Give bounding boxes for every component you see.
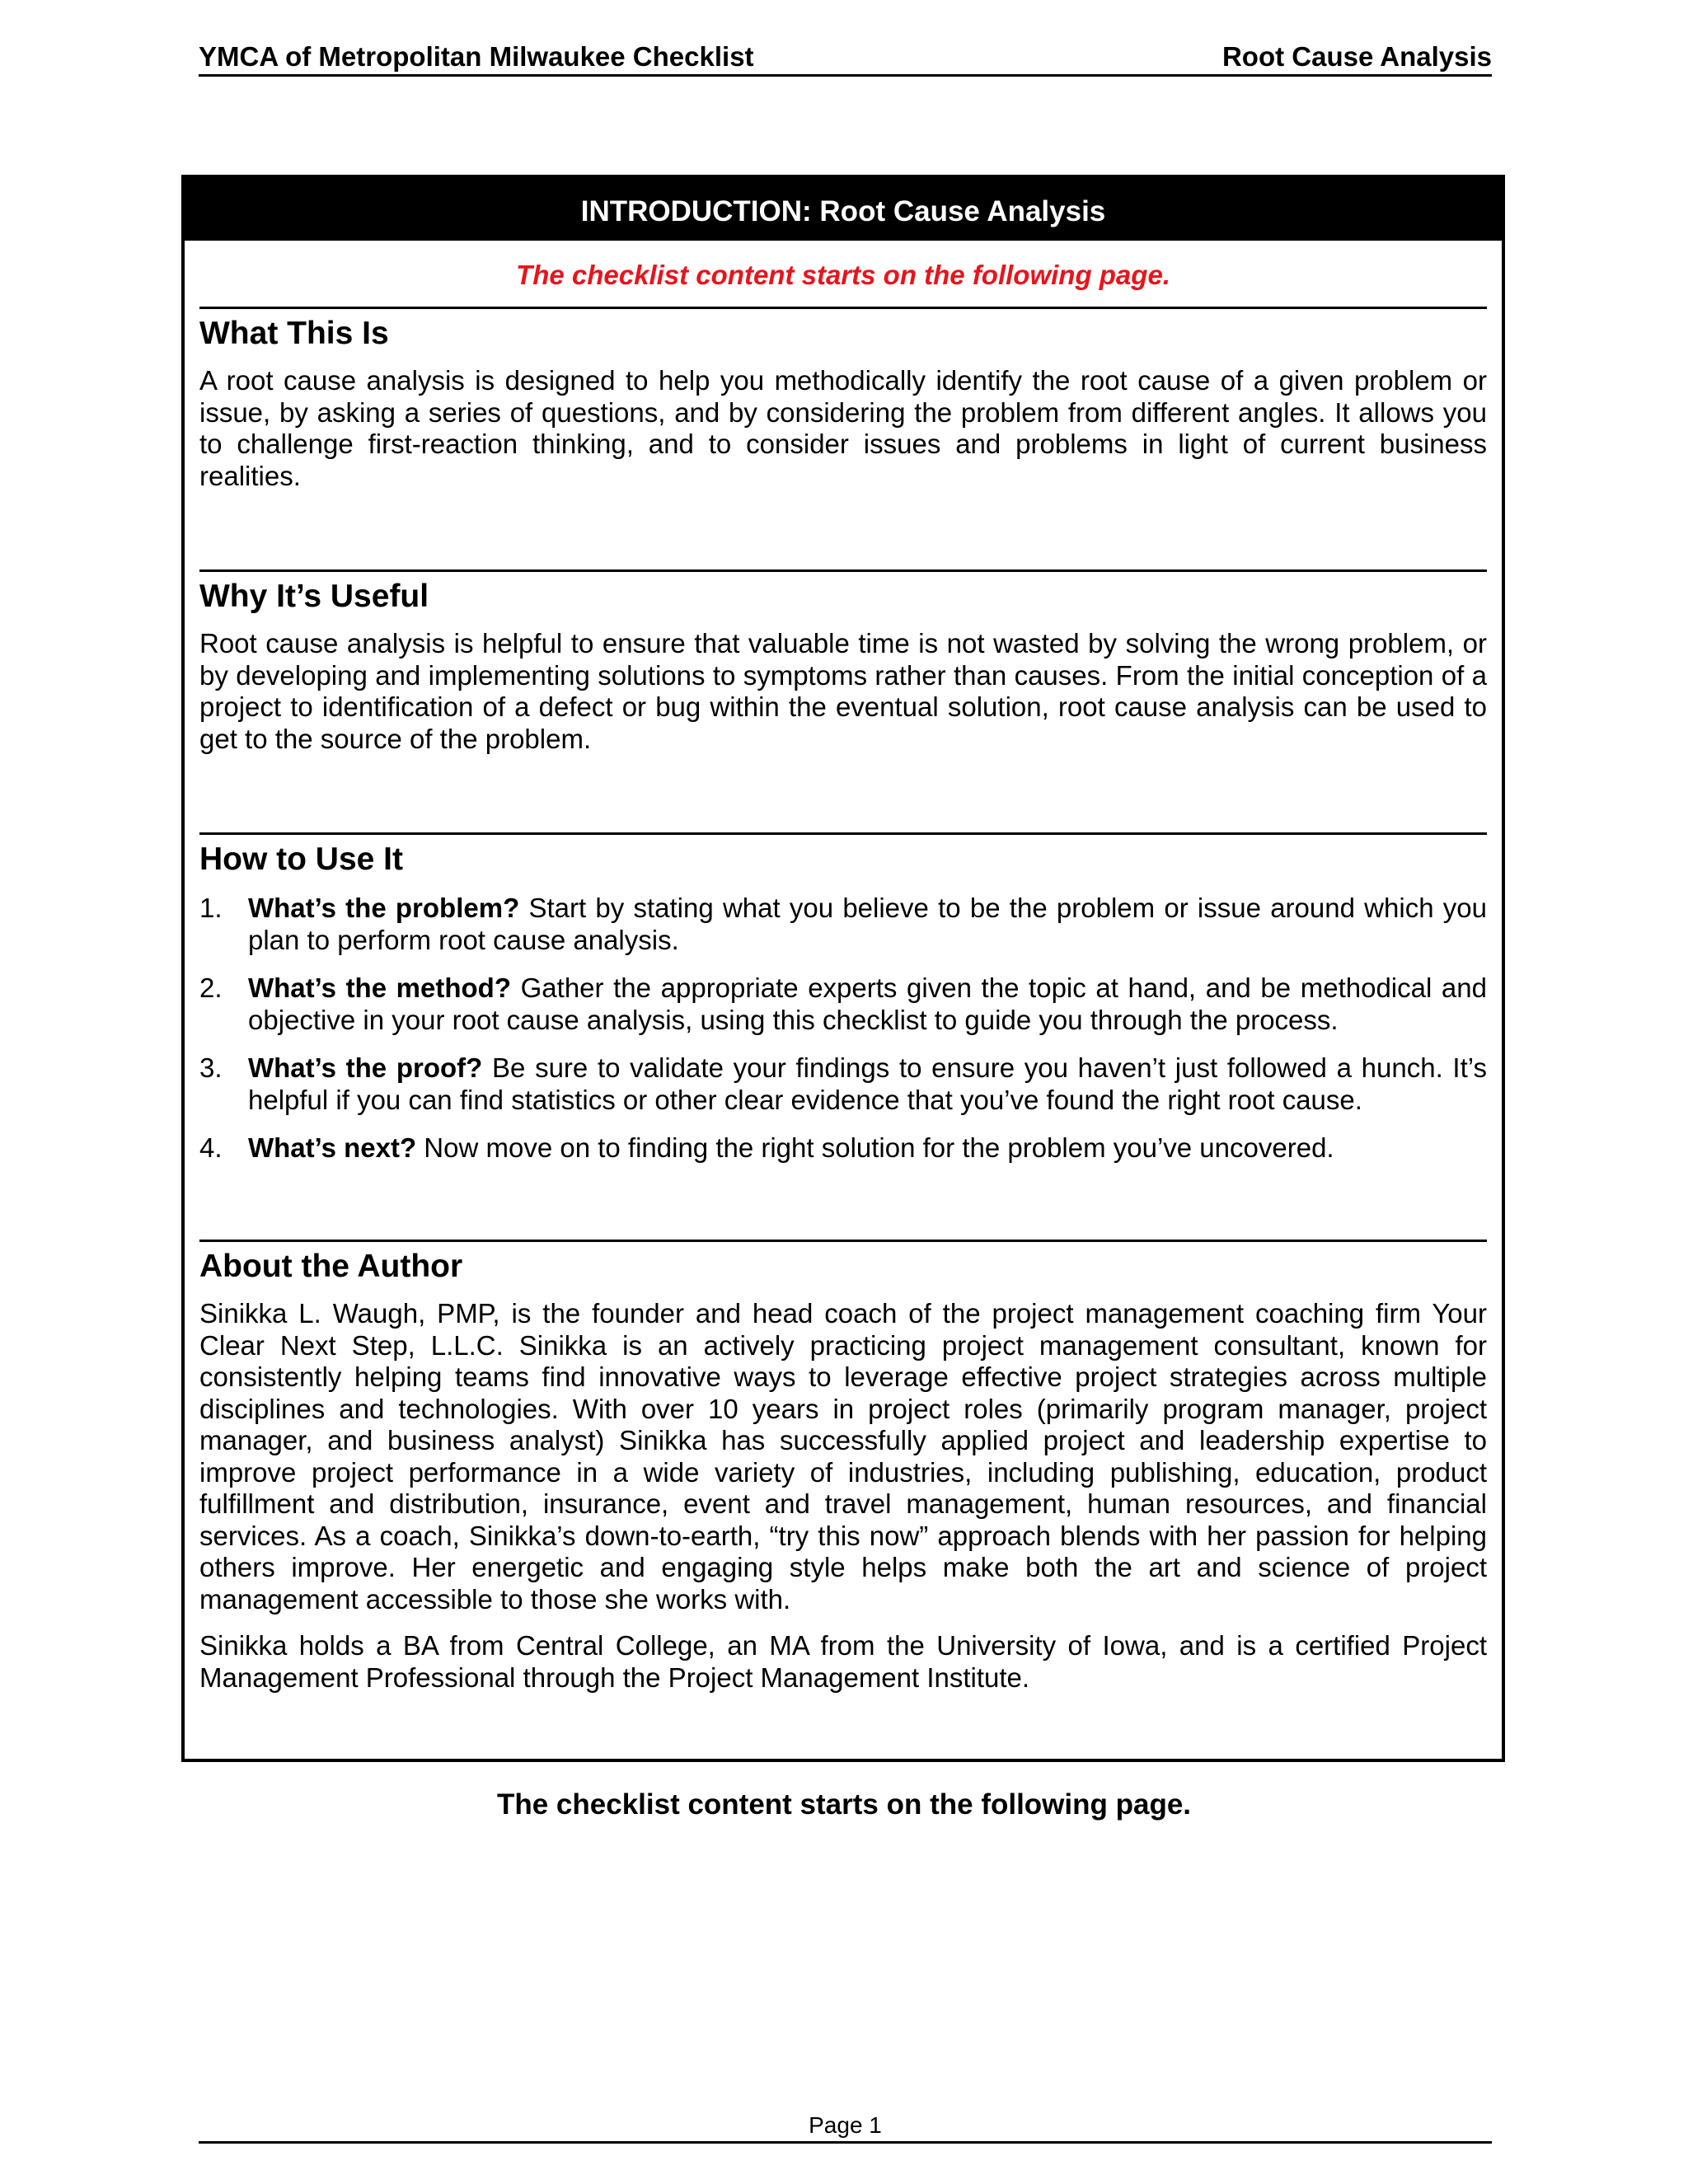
step-lead: What’s next? [248, 1132, 417, 1163]
page-header [199, 40, 1492, 77]
list-item [199, 893, 1487, 956]
step-text: Be sure to validate your findings to ensure you haven’t just followed a hunch. It’s helpful if you can find statistics or other clear evidence that you’ve found the right root cause. [248, 1052, 1488, 1115]
list-item [199, 1052, 1487, 1116]
author-credentials: Sinikka holds a BA from Central College, an MA from the University of Iowa, and is a certified Project Management Professional through the Project Management Institute. [199, 1630, 1487, 1693]
steps-list [199, 893, 1487, 1165]
step-text: Now move on to finding the right solution for the problem you’ve uncovered. [416, 1132, 1334, 1163]
page-footer [199, 2110, 1492, 2144]
step-lead: What’s the problem? [248, 893, 520, 923]
step-number: 1. [199, 893, 223, 923]
step-text: Gather the appropriate experts given the topic at hand, and be methodical and objective in your root cause analysis, using this checklist to guide you through the process. [248, 972, 1487, 1035]
step-lead: What’s the proof? [248, 1052, 483, 1083]
box-content [199, 241, 1487, 1694]
section-how-to-use [199, 832, 1487, 1240]
footer-note: The checklist content starts on the following page. [496, 1788, 1192, 1821]
section-what-this-is [199, 307, 1487, 569]
step-number: 3. [199, 1052, 223, 1083]
header-org-title: YMCA of Metropolitan Milwaukee Checklist [199, 41, 754, 72]
section-heading: What This Is [199, 316, 389, 351]
section-heading: How to Use It [199, 841, 404, 877]
section-heading: Why It’s Useful [199, 579, 429, 614]
step-number: 4. [199, 1132, 223, 1163]
section-why-useful [199, 569, 1487, 832]
section-body: A root cause analysis is designed to help you methodically identify the root cause of a given problem or issue, by asking a series of questions, and by considering the problem from different angles. It allows you to challenge first-reaction thinking, and to consider issues and problems in light of current business realities. [199, 365, 1487, 491]
header-doc-title: Root Cause Analysis [1221, 41, 1492, 72]
step-number: 2. [199, 972, 223, 1003]
section-body: Root cause analysis is helpful to ensure that valuable time is not wasted by solving the wrong problem, or by developing and implementing solutions to symptoms rather than causes. From the initial conception of a project to identification of a defect or bug within the eventual solution, root cause analysis can be used to get to the source of the problem. [199, 628, 1487, 754]
step-text: Start by stating what you believe to be the problem or issue around which you plan to perform root cause analysis. [248, 893, 1487, 955]
introduction-box [181, 175, 1505, 1762]
section-heading: About the Author [199, 1249, 463, 1284]
list-item [199, 972, 1487, 1036]
page-number: Page 1 [809, 2112, 882, 2138]
step-lead: What’s the method? [248, 972, 512, 1003]
section-about-author [199, 1240, 1487, 1694]
red-note: The checklist content starts on the following page. [516, 260, 1170, 290]
box-title: INTRODUCTION: Root Cause Analysis [185, 178, 1502, 241]
author-bio: Sinikka L. Waugh, PMP, is the founder and head coach of the project management coaching firm Your Clear Next Step, L.L.C. Sinikka is an actively practicing project management consultant, known for consistently helping teams find innovative ways to leverage effective project strategies across multiple disciplines and technologies. With over 10 years in project roles (primarily program manager, project manager, and business analyst) Sinikka has successfully applied project and leadership expertise to improve project performance in a wide variety of industries, including publishing, education, product fulfillment and distribution, insurance, event and travel management, human resources, and financial services. As a coach, Sinikka’s down-to-earth, “try this now” approach blends with her passion for helping others improve. Her energetic and engaging style helps make both the art and science of project management accessible to those she works with. [199, 1298, 1487, 1615]
list-item [199, 1132, 1487, 1165]
